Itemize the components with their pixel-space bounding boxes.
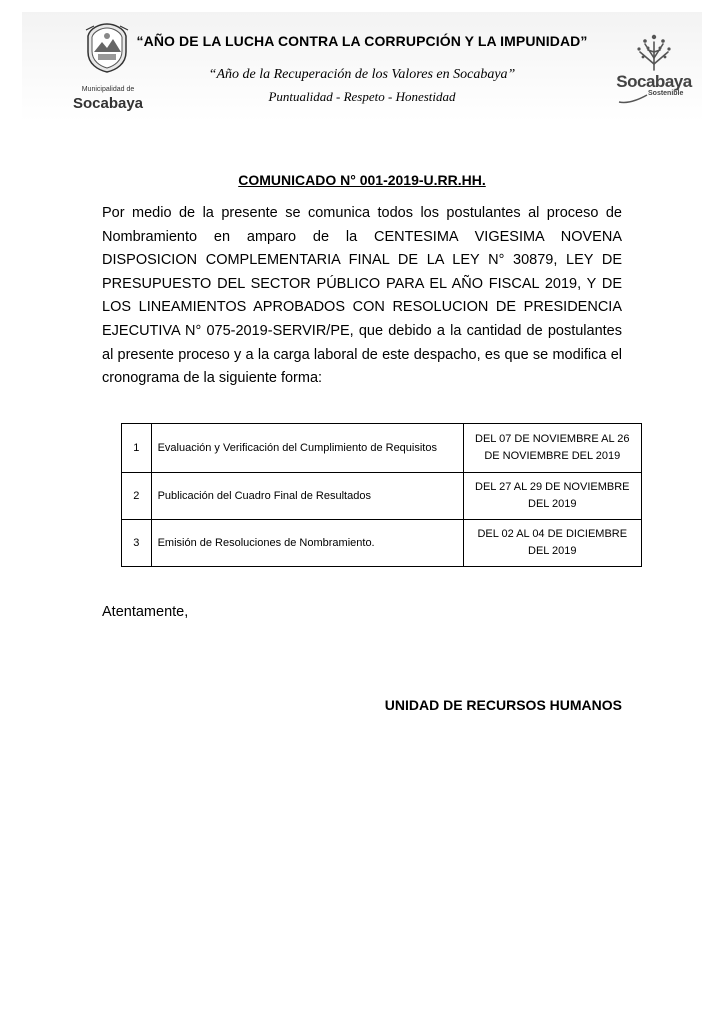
municipality-name: Socabaya (72, 95, 144, 112)
table-row (122, 520, 642, 567)
row-number: 2 (122, 473, 152, 520)
values-slogan: “Año de la Recuperación de los Valores en Socabaya” (208, 67, 516, 82)
date-cell: DEL 07 DE NOVIEMBRE AL 26 DE NOVIEMBRE DEL 2019 (463, 424, 641, 473)
activity-cell: Emisión de Resoluciones de Nombramiento. (151, 520, 463, 567)
municipality-label: Municipalidad de (81, 86, 135, 93)
row-number: 1 (122, 424, 152, 473)
signature-block: UNIDAD DE RECURSOS HUMANOS (384, 697, 622, 713)
date-cell: DEL 27 AL 29 DE NOVIEMBRE DEL 2019 (463, 473, 641, 520)
date-cell: DEL 02 AL 04 DE DICIEMBRE DEL 2019 (463, 520, 641, 567)
brand-name: Socabaya (616, 72, 692, 91)
activity-cell: Evaluación y Verificación del Cumplimiento de Requisitos (151, 424, 463, 473)
closing-salutation: Atentamente, (102, 604, 189, 620)
motto: Puntualidad - Respeto - Honestidad (268, 89, 456, 104)
year-slogan: “AÑO DE LA LUCHA CONTRA LA CORRUPCIÓN Y LA IMPUNIDAD” (136, 33, 588, 49)
activity-cell: Publicación del Cuadro Final de Resultados (151, 473, 463, 520)
row-number: 3 (122, 520, 152, 567)
document-title: COMUNICADO N° 001-2019-U.RR.HH. (238, 172, 486, 188)
table-row (122, 473, 642, 520)
schedule-table (121, 423, 642, 567)
table-row (122, 424, 642, 473)
brand-subtitle: Sostenible (648, 90, 684, 97)
body-paragraph: Por medio de la presente se comunica todos los postulantes al proceso de Nombramiento en amparo de la CENTESIMA VIGESIMA NOVENA DISPOSICION COMPLEMENTARIA FINAL DE LA LEY N° 30879, LEY DE PRESUPUESTO DEL SECTOR PÚBLICO PARA EL AÑO FISCAL 2019, Y DE LOS LINEAMIENTOS APROBADOS CON RESOLUCION DE PRESIDENCIA EJECUTIVA N° 075-2019-SERVIR/PE, que debido a la cantidad de postulantes al presente proceso y a la carga laboral de este despacho, es que se modifica el cronograma de la siguiente forma: (102, 205, 622, 387)
